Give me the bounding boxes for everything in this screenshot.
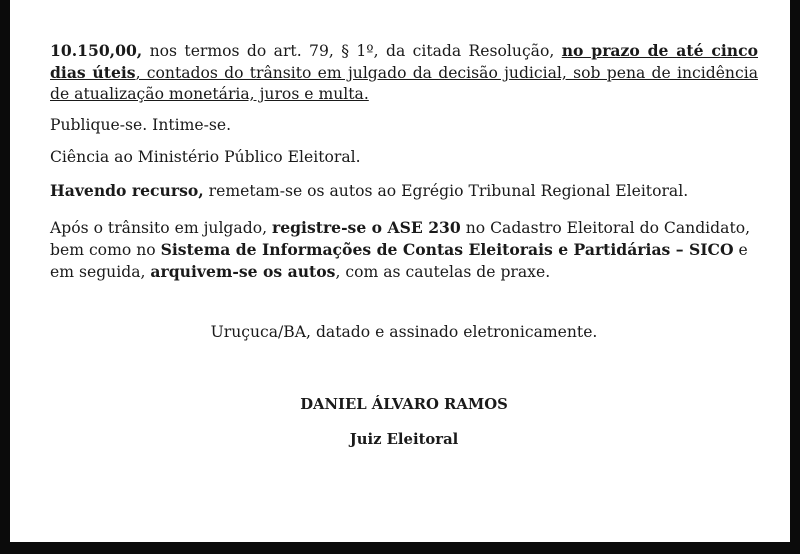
document-page: [10, 0, 790, 542]
archive-bold-a: registre-se o ASE 230: [272, 218, 461, 237]
place-date: Uruçuca/BA, datado e assinado eletronicamente.: [210, 323, 598, 341]
amount: 10.150,00,: [50, 41, 143, 60]
signer-title: Juiz Eleitoral: [349, 431, 459, 448]
document-body: [50, 40, 759, 448]
archive-text-b: no Cadastro Eleitoral do Candidato, bem como no: [50, 219, 751, 259]
signer-name: DANIEL ÁLVARO RAMOS: [300, 396, 508, 413]
appeal-bold: Havendo recurso,: [50, 181, 204, 200]
deadline: no prazo de até cinco dias úteis: [50, 41, 759, 82]
paragraph-appeal: [50, 180, 758, 202]
paragraph-archive: [50, 217, 758, 283]
archive-text-d: , com as cautelas de praxe.: [335, 263, 551, 281]
appeal-rest: remetam-se os autos ao Egrégio Tribunal Regional Eleitoral.: [203, 182, 689, 200]
paragraph-publish: Publique-se. Intime-se.: [50, 116, 232, 134]
archive-bold-c: arquivem-se os autos: [150, 262, 336, 281]
payment-text-a: nos termos do art. 79, § 1º, da citada Resolução,: [142, 42, 562, 60]
payment-text-b: , contados do trânsito em julgado da decisão judicial, sob pena de incidência de atualização monetária, juros e multa.: [50, 64, 758, 103]
paragraph-ministry: Ciência ao Ministério Público Eleitoral.: [50, 148, 361, 166]
archive-text-a: Após o trânsito em julgado,: [50, 219, 272, 237]
paragraph-payment: [50, 40, 758, 105]
archive-bold-b: Sistema de Informações de Contas Eleitorais e Partidárias – SICO: [160, 240, 734, 259]
archive-text-c: e em seguida,: [50, 241, 748, 281]
